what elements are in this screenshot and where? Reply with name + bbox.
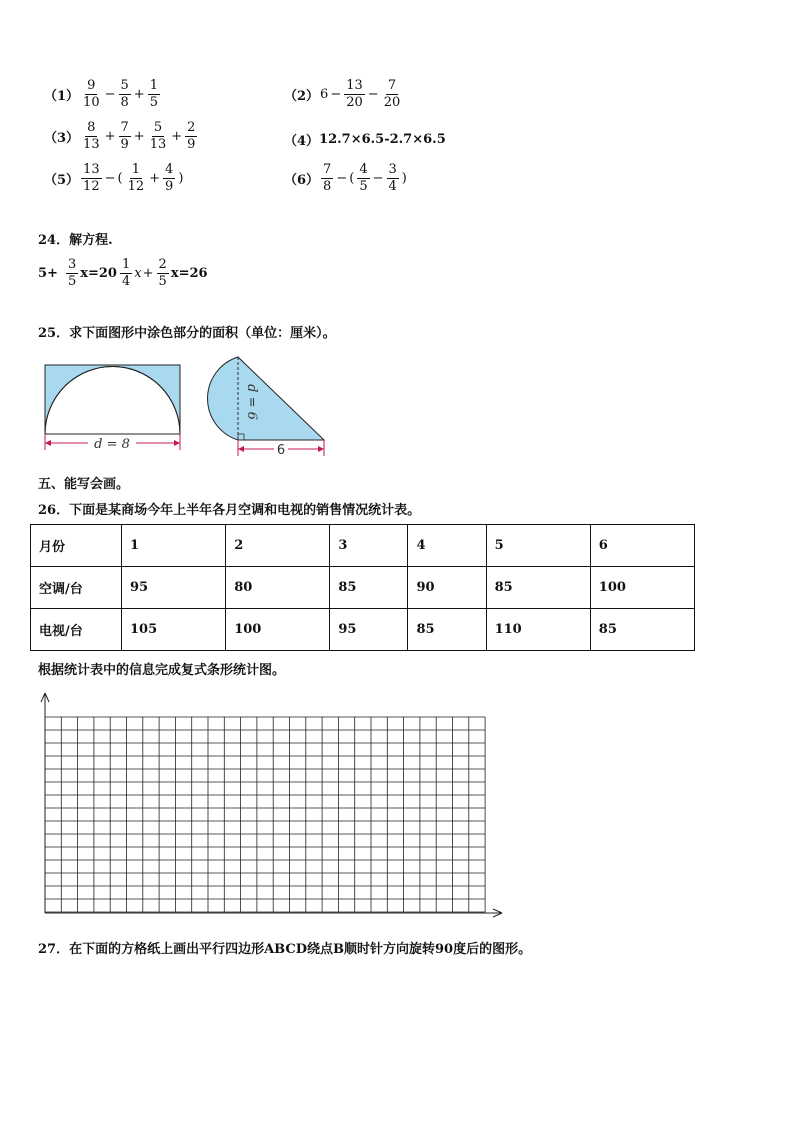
item-number: （3）	[44, 131, 80, 146]
table-row	[31, 609, 695, 651]
fraction: $\frac{9}{10}$	[83, 78, 100, 110]
table-cell: 80	[226, 567, 330, 609]
fraction: $\frac{1}{4}$	[122, 257, 131, 289]
fraction: $\frac{3}{5}$	[67, 257, 77, 289]
table-cell: 110	[486, 609, 590, 651]
table-row	[31, 525, 695, 567]
chart-instruction: 根据统计表中的信息完成复式条形统计图。	[38, 663, 286, 678]
table-cell: 95	[330, 609, 408, 651]
fraction: $\frac{7}{8}$	[323, 162, 332, 194]
fraction: $\frac{7}{9}$	[120, 120, 129, 152]
table-cell: 85	[330, 567, 408, 609]
item-number: （6）	[284, 173, 320, 188]
fraction: $\frac{1}{12}$	[127, 162, 145, 194]
calc-item-3: （3） $\frac{8}{13}$ + $\frac{7}{9}$ + $\frac{5}{13}$ + $\frac{2}{9}$	[44, 120, 196, 152]
fraction: $\frac{1}{5}$	[149, 78, 158, 110]
q26-title: 26．下面是某商场今年上半年各月空调和电视的销售情况统计表。	[38, 503, 421, 518]
fraction: $\frac{4}{9}$	[165, 162, 174, 194]
fraction: $\frac{5}{8}$	[120, 78, 129, 110]
table-cell: 3	[330, 525, 408, 567]
table-cell: 100	[590, 567, 694, 609]
table-cell: 空调/台	[31, 567, 122, 609]
table-cell: 100	[226, 609, 330, 651]
calc-expression: 12.7×6.5-2.7×6.5	[319, 132, 446, 147]
table-cell: 105	[122, 609, 226, 651]
calc-item-1: （1） $\frac{9}{10}$ − $\frac{5}{8}$ + $\frac{1}{5}$	[44, 78, 158, 110]
diameter-label: d = 6	[244, 384, 259, 420]
q25-title: 25．求下面图形中涂色部分的面积（单位：厘米）。	[38, 326, 336, 341]
table-cell: 1	[122, 525, 226, 567]
base-label: 6	[276, 443, 286, 458]
q24-title: 24．解方程.	[38, 233, 113, 248]
blank-chart-grid[interactable]	[36, 690, 506, 922]
calc-item-4	[284, 130, 446, 149]
equation-2: $\frac{1}{4}$ x + $\frac{2}{5}$ x=26	[122, 257, 208, 289]
fraction: $\frac{2}{9}$	[187, 120, 196, 152]
q27-title: 27．在下面的方格纸上画出平行四边形ABCD绕点B顺时针方向旋转90度后的图形。	[38, 942, 532, 957]
shaded-region	[208, 357, 324, 440]
table-row	[31, 567, 695, 609]
fraction: $\frac{5}{13}$	[149, 120, 167, 152]
semicircle-triangle-figure	[190, 352, 330, 462]
table-cell: 95	[122, 567, 226, 609]
table-cell: 月份	[31, 525, 122, 567]
fraction: $\frac{4}{5}$	[359, 162, 368, 194]
table-cell: 85	[590, 609, 694, 651]
fraction: $\frac{13}{12}$	[83, 162, 100, 194]
fraction: $\frac{3}{4}$	[388, 162, 397, 194]
table-cell: 6	[590, 525, 694, 567]
table-cell: 4	[408, 525, 486, 567]
section-title: 五、能写会画。	[38, 477, 130, 492]
table-cell: 5	[486, 525, 590, 567]
table-cell: 90	[408, 567, 486, 609]
item-number: （2）	[284, 89, 320, 104]
table-cell: 85	[486, 567, 590, 609]
item-number: （4）	[284, 134, 320, 149]
calc-item-6: （6） $\frac{7}{8}$ − ( $\frac{4}{5}$ − $\frac{3}{4}$ )	[284, 162, 407, 194]
dimension-label: d = 8	[94, 437, 130, 452]
table-cell: 85	[408, 609, 486, 651]
item-number: （1）	[44, 89, 80, 104]
calc-item-2: （2） 6 − $\frac{13}{20}$ − $\frac{7}{20}$	[284, 78, 401, 110]
rectangle-semicircle-figure	[40, 360, 185, 455]
fraction: $\frac{7}{20}$	[383, 78, 401, 110]
fraction: $\frac{8}{13}$	[83, 120, 100, 152]
item-number: （5）	[44, 173, 80, 188]
shaded-region	[45, 365, 180, 434]
calc-item-5: （5） $\frac{13}{12}$ − ( $\frac{1}{12}$ + $\frac{4}{9}$ )	[44, 162, 184, 194]
equation-1: 5+ $\frac{3}{5}$ x=20	[38, 257, 117, 289]
sales-table	[30, 524, 695, 651]
table-cell: 电视/台	[31, 609, 122, 651]
fraction: $\frac{2}{5}$	[158, 257, 167, 289]
table-cell: 2	[226, 525, 330, 567]
fraction: $\frac{13}{20}$	[346, 78, 363, 110]
